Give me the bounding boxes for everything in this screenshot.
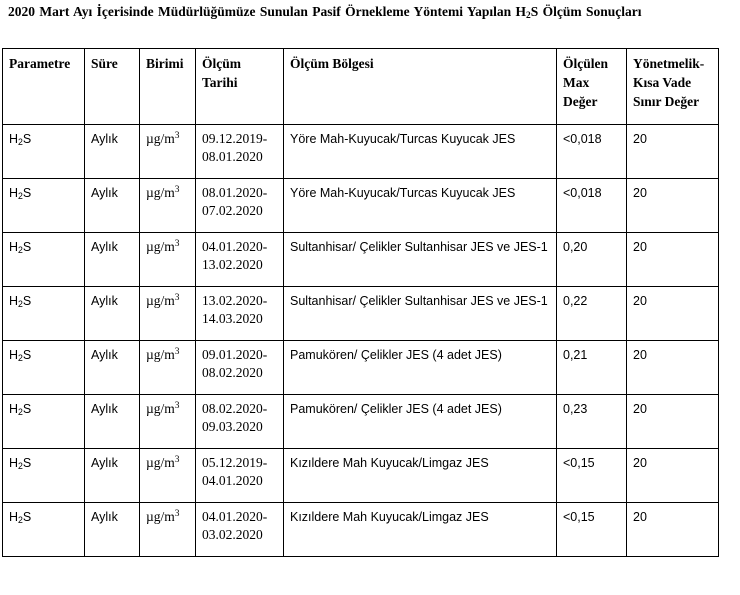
cell-text-param-post: S [22,186,32,200]
cell-text-unit: µg/m [146,509,175,524]
cell-text-date1: 04.01.2020- [202,239,268,254]
cell-sure [85,233,140,287]
cell-text-limit: 20 [633,348,647,362]
cell-text-bolge: Sultanhisar/ Çelikler Sultanhisar JES ve JES-1 [290,294,548,308]
cell-parametre [3,179,85,233]
cell-text-param-sub: 2 [18,461,23,471]
cell-text-param-post: S [22,132,32,146]
cell-text-param-post: S [22,510,32,524]
cell-sure [85,287,140,341]
cell-text-unit-sup: 3 [174,455,180,465]
cell-text-param: H [9,186,19,200]
cell-text-date2: 07.02.2020 [202,203,263,218]
cell-text-param: H [9,510,19,524]
cell-sure [85,449,140,503]
header-olcum-bolgesi: Ölçüm Bölgesi [284,49,557,125]
cell-parametre [3,395,85,449]
cell-text-max: 0,23 [563,402,588,416]
cell-parametre [3,233,85,287]
cell-birimi [140,125,196,179]
cell-text-date1: 04.01.2020- [202,509,268,524]
cell-text-unit: µg/m [146,239,175,254]
cell-text-bolge: Yöre Mah-Kuyucak/Turcas Kuyucak JES [290,186,516,200]
table-header-row [3,49,719,125]
cell-parametre [3,449,85,503]
cell-olcum-bolgesi [284,179,557,233]
cell-olculen-max [557,179,627,233]
cell-sinir-deger [627,341,719,395]
cell-text-param-sub: 2 [18,191,23,201]
cell-birimi [140,341,196,395]
cell-text-sure: Aylık [91,240,118,254]
cell-olcum-tarihi [196,503,284,557]
cell-text-param-post: S [22,456,32,470]
cell-text-sure: Aylık [91,186,118,200]
cell-text-limit: 20 [633,510,647,524]
cell-text-date1: 09.01.2020- [202,347,268,362]
cell-text-param: H [9,132,19,146]
cell-text-limit: 20 [633,402,647,416]
cell-birimi [140,287,196,341]
cell-sure [85,341,140,395]
table-row [3,233,719,287]
cell-text-max: <0,15 [563,456,595,470]
cell-text-param-sub: 2 [18,137,23,147]
cell-text-param-sub: 2 [18,407,23,417]
cell-text-limit: 20 [633,186,647,200]
cell-sinir-deger [627,179,719,233]
cell-parametre [3,125,85,179]
cell-olcum-bolgesi [284,395,557,449]
cell-text-date2: 09.03.2020 [202,419,263,434]
cell-olculen-max [557,341,627,395]
cell-text-date1: 05.12.2019- [202,455,268,470]
cell-text-sure: Aylık [91,456,118,470]
cell-text-date2: 13.02.2020 [202,257,263,272]
cell-olcum-bolgesi [284,233,557,287]
cell-text-sure: Aylık [91,402,118,416]
cell-olculen-max [557,233,627,287]
cell-text-param-post: S [22,240,32,254]
cell-text-bolge: Kızıldere Mah Kuyucak/Limgaz JES [290,510,489,524]
cell-olcum-tarihi [196,179,284,233]
cell-text-param-sub: 2 [18,353,23,363]
cell-text-sure: Aylık [91,294,118,308]
cell-sure [85,125,140,179]
header-parametre: Parametre [3,49,85,125]
cell-text-limit: 20 [633,456,647,470]
cell-text-limit: 20 [633,240,647,254]
cell-text-unit-sup: 3 [174,185,180,195]
cell-parametre [3,503,85,557]
header-yonetmelik: Yönetmelik-Kısa Vade Sınır Değer [627,49,719,125]
cell-text-sure: Aylık [91,510,118,524]
cell-text-max: <0,018 [563,132,602,146]
cell-text-date1: 08.02.2020- [202,401,268,416]
cell-olcum-tarihi [196,395,284,449]
title-text-end: S Ölçüm Sonuçları [530,4,642,19]
cell-olcum-bolgesi [284,503,557,557]
cell-text-date1: 09.12.2019- [202,131,268,146]
table-row [3,503,719,557]
table-row [3,287,719,341]
cell-text-unit: µg/m [146,401,175,416]
cell-olcum-tarihi [196,341,284,395]
cell-sure [85,503,140,557]
cell-text-date2: 03.02.2020 [202,527,263,542]
cell-text-unit: µg/m [146,455,175,470]
cell-text-param-post: S [22,294,32,308]
title-subscript: 2 [526,11,531,21]
cell-text-bolge: Kızıldere Mah Kuyucak/Limgaz JES [290,456,489,470]
cell-text-sure: Aylık [91,132,118,146]
cell-text-bolge: Pamukören/ Çelikler JES (4 adet JES) [290,348,502,362]
cell-olcum-tarihi [196,449,284,503]
cell-olculen-max [557,449,627,503]
cell-text-param-sub: 2 [18,299,23,309]
cell-text-unit-sup: 3 [174,131,180,141]
cell-text-param-sub: 2 [18,245,23,255]
cell-parametre [3,341,85,395]
cell-text-unit: µg/m [146,293,175,308]
cell-text-param: H [9,240,19,254]
cell-sinir-deger [627,125,719,179]
header-sure: Süre [85,49,140,125]
cell-text-date2: 04.01.2020 [202,473,263,488]
measurement-table [2,48,719,557]
cell-olculen-max [557,503,627,557]
cell-olculen-max [557,125,627,179]
document-title [8,4,723,20]
cell-sinir-deger [627,449,719,503]
cell-text-param: H [9,402,19,416]
cell-birimi [140,395,196,449]
cell-text-date2: 08.01.2020 [202,149,263,164]
cell-text-unit: µg/m [146,347,175,362]
cell-text-param-sub: 2 [18,515,23,525]
cell-olcum-tarihi [196,125,284,179]
header-olculen-max: Ölçülen Max Değer [557,49,627,125]
cell-olculen-max [557,395,627,449]
cell-text-param-post: S [22,402,32,416]
table-row [3,395,719,449]
cell-sinir-deger [627,503,719,557]
cell-birimi [140,179,196,233]
cell-text-bolge: Sultanhisar/ Çelikler Sultanhisar JES ve JES-1 [290,240,548,254]
cell-parametre [3,287,85,341]
table-row [3,341,719,395]
cell-text-max: 0,20 [563,240,588,254]
cell-olcum-bolgesi [284,341,557,395]
cell-olculen-max [557,287,627,341]
header-olcum-tarihi: Ölçüm Tarihi [196,49,284,125]
table-row [3,449,719,503]
cell-olcum-bolgesi [284,449,557,503]
cell-text-limit: 20 [633,294,647,308]
title-text: 2020 Mart Ayı İçerisinde Müdürlüğümüze Sunulan Pasif Örnekleme Yöntemi Yapılan H [8,4,527,19]
cell-text-max: 0,21 [563,348,588,362]
cell-text-sure: Aylık [91,348,118,362]
cell-text-bolge: Pamukören/ Çelikler JES (4 adet JES) [290,402,502,416]
cell-text-unit: µg/m [146,131,175,146]
cell-olcum-tarihi [196,287,284,341]
cell-text-param-post: S [22,348,32,362]
cell-text-date1: 08.01.2020- [202,185,268,200]
cell-text-param: H [9,348,19,362]
cell-birimi [140,503,196,557]
cell-text-param: H [9,294,19,308]
cell-sure [85,395,140,449]
cell-sinir-deger [627,233,719,287]
cell-text-max: <0,018 [563,186,602,200]
cell-text-date2: 14.03.2020 [202,311,263,326]
cell-text-unit: µg/m [146,185,175,200]
table-row [3,179,719,233]
cell-sinir-deger [627,395,719,449]
cell-text-unit-sup: 3 [174,239,180,249]
cell-text-bolge: Yöre Mah-Kuyucak/Turcas Kuyucak JES [290,132,516,146]
cell-sinir-deger [627,287,719,341]
cell-text-unit-sup: 3 [174,401,180,411]
cell-text-max: 0,22 [563,294,588,308]
cell-text-date2: 08.02.2020 [202,365,263,380]
cell-birimi [140,233,196,287]
cell-olcum-tarihi [196,233,284,287]
cell-text-limit: 20 [633,132,647,146]
cell-text-unit-sup: 3 [174,293,180,303]
header-birimi: Birimi [140,49,196,125]
cell-text-max: <0,15 [563,510,595,524]
cell-text-unit-sup: 3 [174,347,180,357]
cell-sure [85,179,140,233]
cell-birimi [140,449,196,503]
cell-text-param: H [9,456,19,470]
cell-olcum-bolgesi [284,287,557,341]
cell-text-date1: 13.02.2020- [202,293,268,308]
table-row [3,125,719,179]
cell-text-unit-sup: 3 [174,509,180,519]
cell-olcum-bolgesi [284,125,557,179]
